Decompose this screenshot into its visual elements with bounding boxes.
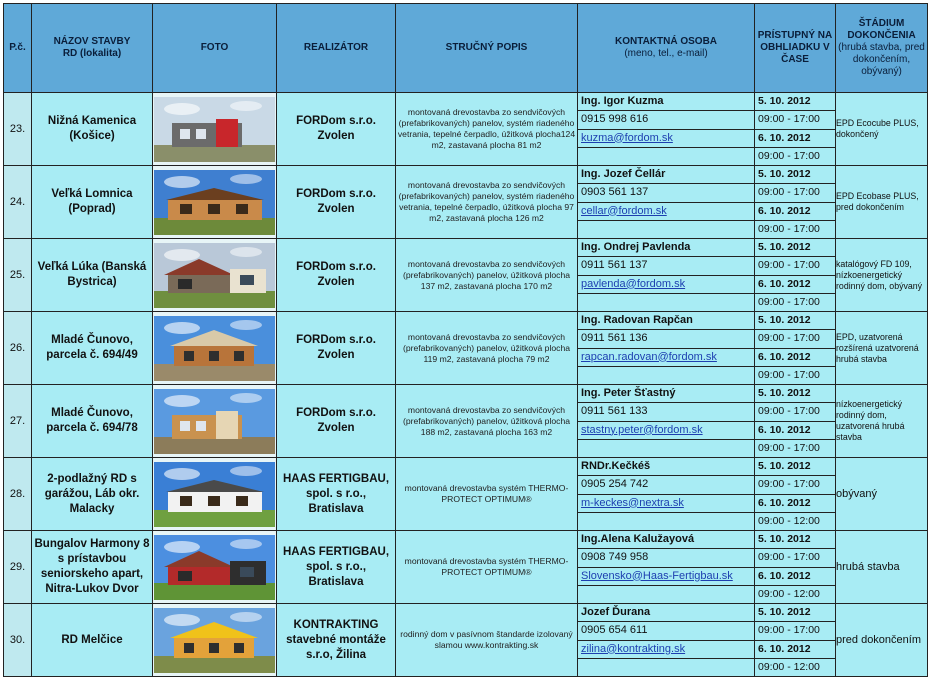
realizer-line: FORDom s.r.o. [296, 407, 376, 419]
straw-house-photo [154, 608, 275, 673]
row-number: 30. [4, 604, 32, 677]
building-name [32, 531, 153, 604]
contact-email-link[interactable]: rapcan.radovan@fordom.sk [578, 349, 754, 367]
building-photo [153, 93, 277, 166]
contact-name: RNDr.Kečkéš [578, 458, 754, 476]
access-times [755, 385, 836, 458]
realizer-line: FORDom s.r.o. [296, 261, 376, 273]
contact-name: Jozef Ďurana [578, 604, 754, 622]
header-row [4, 4, 928, 93]
completion-stage: EPD Ecocube PLUS, dokončený [836, 93, 928, 166]
access-time-1: 09:00 - 17:00 [755, 476, 835, 494]
contact-name: Ing. Radovan Rapčan [578, 312, 754, 330]
completion-stage: pred dokončením [836, 604, 928, 677]
access-date-2: 6. 10. 2012 [755, 349, 835, 367]
access-date-2: 6. 10. 2012 [755, 568, 835, 586]
white-house-photo [154, 462, 275, 527]
access-time-1: 09:00 - 17:00 [755, 549, 835, 567]
access-date-1: 5. 10. 2012 [755, 531, 835, 549]
building-name [32, 239, 153, 312]
building-photo [153, 458, 277, 531]
access-date-2: 6. 10. 2012 [755, 495, 835, 513]
contact-empty-cell [578, 367, 754, 384]
realizer-line: spol. s r.o., [305, 487, 367, 500]
contact-name: Ing. Peter Šťastný [578, 385, 754, 403]
row-number: 29. [4, 531, 32, 604]
table-row [4, 531, 928, 604]
contact-empty-cell [578, 440, 754, 457]
building-name [32, 312, 153, 385]
bungalow-photo [154, 535, 275, 600]
building-name-line: parcela č. 694/78 [46, 422, 138, 434]
contact-person [578, 458, 755, 531]
contact-empty-cell [578, 148, 754, 165]
access-time-2: 09:00 - 12:00 [758, 514, 820, 527]
building-name-line: (Poprad) [68, 203, 116, 215]
realizer [277, 312, 396, 385]
access-time-2: 09:00 - 17:00 [758, 441, 820, 454]
completion-stage: EPD Ecobase PLUS, pred dokončením [836, 166, 928, 239]
building-name-line: s prístavbou [57, 553, 127, 565]
contact-empty-cell [578, 659, 754, 676]
access-time-1: 09:00 - 17:00 [755, 184, 835, 202]
realizer-line: FORDom s.r.o. [296, 334, 376, 346]
contact-person [578, 385, 755, 458]
table-row [4, 458, 928, 531]
building-name-line: Mladé Čunovo, [51, 407, 133, 419]
access-date-2: 6. 10. 2012 [755, 422, 835, 440]
row-number: 28. [4, 458, 32, 531]
access-time-2: 09:00 - 12:00 [758, 587, 820, 600]
building-name [32, 166, 153, 239]
header-name: NÁZOV STAVBY RD (lokalita) [32, 4, 153, 93]
header-desc: STRUČNÝ POPIS [396, 4, 578, 93]
contact-email-link[interactable]: pavlenda@fordom.sk [578, 276, 754, 294]
contact-name: Ing. Ondrej Pavlenda [578, 239, 754, 257]
realizer-line: Zvolen [317, 349, 355, 361]
construction-house-photo [154, 316, 275, 381]
building-photo [153, 166, 277, 239]
contact-person [578, 93, 755, 166]
realizer-line: FORDom s.r.o. [296, 188, 376, 200]
table-row [4, 93, 928, 166]
building-name-line: seniorskeho apart, [40, 568, 144, 580]
realizer [277, 604, 396, 677]
access-date-1: 5. 10. 2012 [755, 93, 835, 111]
realizer-line: FORDom s.r.o. [296, 115, 376, 127]
access-time-2: 09:00 - 17:00 [758, 222, 820, 235]
access-times [755, 458, 836, 531]
access-time-1: 09:00 - 17:00 [755, 622, 835, 640]
contact-email-link[interactable]: zilina@kontrakting.sk [578, 641, 754, 659]
building-name-line: RD Melčice [61, 633, 123, 646]
contact-person [578, 166, 755, 239]
building-name-line: Nižná Kamenica [47, 115, 137, 127]
short-description: montovaná drevostavba zo sendvičových (prefabrikovaných) panelov, systém riadeného vetrania, tepelné čerpadlo, úžitková plocha124 m2, zastavaná plocha 81 m2 [396, 93, 578, 166]
table-row [4, 604, 928, 677]
access-time-2: 09:00 - 17:00 [758, 149, 820, 162]
realizer-line: HAAS FERTIGBAU, [282, 472, 390, 485]
building-name-line: Bungalov Harmony 8 [34, 538, 150, 550]
building-photo [153, 531, 277, 604]
realizer-line: KONTRAKTING [293, 618, 379, 631]
access-times [755, 312, 836, 385]
short-description: montovaná drevostavba zo sendvičových (prefabrikovaných) panelov, úžitková plocha 137 m2, zastavaná plocha 170 m2 [396, 239, 578, 312]
access-times [755, 604, 836, 677]
building-name-line: Veľká Lomnica [51, 188, 133, 200]
contact-empty-cell [578, 221, 754, 238]
table-row [4, 312, 928, 385]
short-description: montovaná drevostavba zo sendvičových (prefabrikovaných) panelov, úžitková plocha 119 m2, zastavaná plocha 79 m2 [396, 312, 578, 385]
completion-stage: katalógový FD 109, nízkoenergetický rodinný dom, obývaný [836, 239, 928, 312]
realizer-line: Zvolen [317, 130, 355, 142]
realizer [277, 458, 396, 531]
row-number: 25. [4, 239, 32, 312]
contact-empty-cell [578, 294, 754, 311]
realizer [277, 166, 396, 239]
access-date-1: 5. 10. 2012 [755, 239, 835, 257]
realizer-line: spol. s r.o., [305, 560, 367, 573]
contact-phone: 0915 998 616 [578, 111, 754, 129]
access-date-2: 6. 10. 2012 [755, 276, 835, 294]
realizer-line: Bratislava [308, 502, 364, 515]
access-time-2: 09:00 - 17:00 [758, 368, 820, 381]
access-date-1: 5. 10. 2012 [755, 458, 835, 476]
contact-person [578, 531, 755, 604]
contact-email-link[interactable]: Slovensko@Haas-Fertigbau.sk [578, 568, 754, 586]
header-photo: FOTO [153, 4, 277, 93]
building-name-line: Bystrica) [67, 276, 117, 288]
contact-empty-cell [578, 586, 754, 603]
access-time-2: 09:00 - 12:00 [758, 660, 820, 673]
building-name-line: (Košice) [69, 130, 115, 142]
access-date-2: 6. 10. 2012 [755, 641, 835, 659]
building-name-line: Nitra-Lukov Dvor [45, 583, 139, 595]
contact-empty-cell [578, 513, 754, 530]
building-photo [153, 312, 277, 385]
contact-email-link[interactable]: kuzma@fordom.sk [578, 130, 754, 148]
building-name [32, 458, 153, 531]
header-realizer: REALIZÁTOR [277, 4, 396, 93]
access-times [755, 239, 836, 312]
building-name [32, 604, 153, 677]
building-photo [153, 385, 277, 458]
access-date-1: 5. 10. 2012 [755, 385, 835, 403]
access-date-1: 5. 10. 2012 [755, 312, 835, 330]
contact-person [578, 312, 755, 385]
row-number: 24. [4, 166, 32, 239]
header-num: P.č. [4, 4, 32, 93]
contact-person [578, 604, 755, 677]
table-row [4, 239, 928, 312]
table-row [4, 166, 928, 239]
contact-phone: 0911 561 137 [578, 257, 754, 275]
building-name [32, 385, 153, 458]
modern-house-photo [154, 97, 275, 162]
contact-phone: 0911 561 136 [578, 330, 754, 348]
building-name-line: garážou, Láb okr. [44, 487, 140, 500]
realizer [277, 93, 396, 166]
realizer-line: Bratislava [308, 575, 364, 588]
access-date-2: 6. 10. 2012 [755, 203, 835, 221]
realizer [277, 239, 396, 312]
contact-phone: 0903 561 137 [578, 184, 754, 202]
realizer-line: s.r.o, Žilina [305, 648, 367, 661]
contact-phone: 0905 654 611 [578, 622, 754, 640]
contact-name: Ing. Igor Kuzma [578, 93, 754, 111]
realizer [277, 385, 396, 458]
row-number: 23. [4, 93, 32, 166]
timber-frame-house-photo [154, 389, 275, 454]
realizer-line: Zvolen [317, 422, 355, 434]
contact-phone: 0908 749 958 [578, 549, 754, 567]
contact-phone: 0911 561 133 [578, 403, 754, 421]
building-name-line: Malacky [69, 502, 115, 515]
access-time-1: 09:00 - 17:00 [755, 330, 835, 348]
short-description: montovaná drevostavba systém THERMO-PROTECT OPTIMUM® [396, 458, 578, 531]
short-description: montovaná drevostavba zo sendvičových (prefabrikovaných) panelov, úžitková plocha 188 m2, zastavaná plocha 163 m2 [396, 385, 578, 458]
realizer-line: Zvolen [317, 203, 355, 215]
access-time-1: 09:00 - 17:00 [755, 403, 835, 421]
completion-stage: EPD, uzatvorená rozšírená uzatvorená hrubá stavba [836, 312, 928, 385]
realizer-line: HAAS FERTIGBAU, [282, 545, 390, 558]
short-description: montovaná drevostavba systém THERMO-PROTECT OPTIMUM® [396, 531, 578, 604]
contact-email-link[interactable]: cellar@fordom.sk [578, 203, 754, 221]
realizer [277, 531, 396, 604]
contact-name: Ing. Jozef Čellár [578, 166, 754, 184]
access-time-1: 09:00 - 17:00 [755, 257, 835, 275]
short-description: montovaná drevostavba zo sendvičových (prefabrikovaných) panelov, systém riadeného vetrania, tepelné čerpadlo, úžitková plocha 97 m2, zastavaná plocha 126 m2 [396, 166, 578, 239]
access-times [755, 93, 836, 166]
building-photo [153, 604, 277, 677]
realizer-line: stavebné montáže [286, 633, 386, 646]
access-date-1: 5. 10. 2012 [755, 166, 835, 184]
contact-name: Ing.Alena Kalužayová [578, 531, 754, 549]
row-number: 27. [4, 385, 32, 458]
header-contact: KONTAKTNÁ OSOBA (meno, tel., e-mail) [578, 4, 755, 93]
contact-email-link[interactable]: m-keckes@nextra.sk [578, 495, 754, 513]
access-times [755, 531, 836, 604]
construction-table [3, 3, 928, 677]
contact-email-link[interactable]: stastny.peter@fordom.sk [578, 422, 754, 440]
completion-stage: obývaný [836, 458, 928, 531]
building-name-line: 2-podlažný RD s [47, 472, 137, 485]
short-description: rodinný dom v pasívnom štandarde izolovaný slamou www.kontrakting.sk [396, 604, 578, 677]
table-row [4, 385, 928, 458]
row-number: 26. [4, 312, 32, 385]
header-stage: ŠTÁDIUM DOKONČENIA (hrubá stavba, pred dokončením, obývaný) [836, 4, 928, 93]
access-date-1: 5. 10. 2012 [755, 604, 835, 622]
building-photo [153, 239, 277, 312]
completion-stage: hrubá stavba [836, 531, 928, 604]
grey-house-photo [154, 243, 275, 308]
wooden-house-photo [154, 170, 275, 235]
realizer-line: Zvolen [317, 276, 355, 288]
building-name [32, 93, 153, 166]
building-name-line: Mladé Čunovo, [51, 334, 133, 346]
completion-stage: nízkoenergetický rodinný dom, uzatvorená hrubá stavba [836, 385, 928, 458]
building-name-line: parcela č. 694/49 [46, 349, 138, 361]
building-name-line: Veľká Lúka (Banská [37, 261, 147, 273]
contact-phone: 0905 254 742 [578, 476, 754, 494]
access-date-2: 6. 10. 2012 [755, 130, 835, 148]
access-time-1: 09:00 - 17:00 [755, 111, 835, 129]
access-times [755, 166, 836, 239]
header-access: PRÍSTUPNÝ NA OBHLIADKU V ČASE [755, 4, 836, 93]
contact-person [578, 239, 755, 312]
access-time-2: 09:00 - 17:00 [758, 295, 820, 308]
